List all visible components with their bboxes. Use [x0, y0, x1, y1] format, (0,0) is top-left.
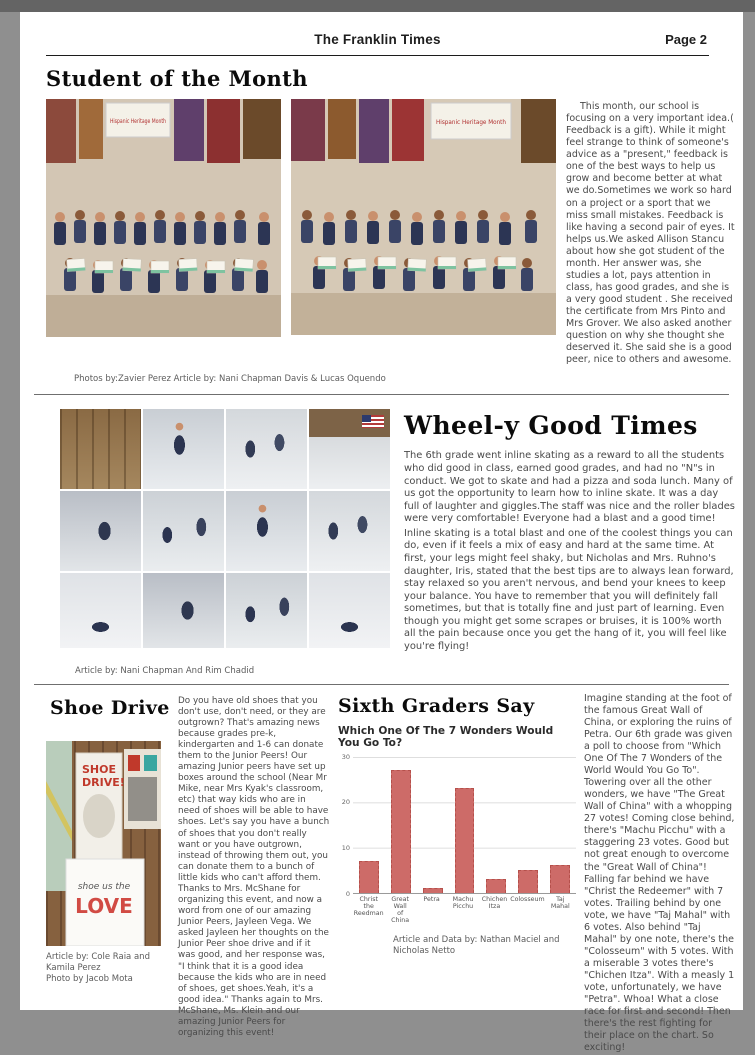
bar-taj-mahal	[550, 865, 570, 892]
shoe-drive-body: Do you have old shoes that you don't use, don't need, or they are outgrown? That's amazing news because grades pre-k, kindergarten and 1-6 can donate them to the Junior Peers! Our amazing Junior peers have set up boxes around the school (Near Mr Mike, near Mrs Kyak's classroom, etc) that way kids who are in need of shoes will be able to have shoes. Let's say you have a bunch of shoes that you don't really want or you have outgrown, instead of throwing them out, you can donate them to a bunch of little kids who can't afford them. Thanks to Mrs. McShane for organizing this event, and now a word from one of our amazing Junior Peers, Jayleen Vega. We asked Jayleen her thoughts on the Junior Peer shoe drive and if it was good, and her response was, "I think that it is a good idea because the kids who are in need of shoes, get shoes.Yeah, it's a good idea." Thanks again to Mrs. McShane, Ms. Klein and our amazing Junior Peers for organizing this event!	[178, 695, 330, 1038]
xlabel-taj-mahal: Taj Mahal	[550, 895, 570, 910]
wheely-section	[60, 409, 735, 655]
ytick-0: 0	[345, 889, 350, 898]
xlabel-machu-picchu: Machu Picchu	[452, 895, 474, 910]
poll-article-body: Imagine standing at the foot of the famous Great Wall of China, or exploring the ruins of Petra. Our 6th grade was given a poll to choose from "Which One Of The 7 Wonders of the World Would You Go To". Towering over all the other wonders, we have "The Great Wall of China" with a whopping 27 votes! Coming close behind, there's "Machu Picchu" with a staggering 23 votes. Good but not great enough to overcome the "Great Wall of China"! Falling far behind we have "Christ the Redeemer" with 7 votes. Trailing behind by one vote, we have "Taj Mahal" with 6 votes. Also behind "Taj Mahal" by one note, there's the "Colosseum" with 5 votes. With a miserable 3 votes there's "Chichen Itza". With a measly 1 vote, unfortunately, we have "Petra". Whoa! What a close race for first and second! Then there's the rest fighting for their place on the chart. So exciting!	[584, 692, 735, 1054]
collage-tile-rink-wall	[309, 409, 390, 489]
collage-tile-skater	[226, 491, 307, 571]
newspaper-page	[20, 12, 743, 1054]
shoe-drive-caption-line1: Article by: Cole Raia and Kamila Perez	[46, 951, 150, 973]
heritage-banner-text: Hispanic Heritage Month	[110, 118, 167, 125]
collage-tile-skater	[143, 409, 224, 489]
bar-petra	[423, 888, 443, 893]
xlabel-great-wall-of-china: Great Wall of China	[391, 895, 410, 925]
shoe-drive-poster-line2: DRIVE!	[82, 775, 125, 789]
classroom-photo-1	[46, 99, 281, 337]
page-header	[46, 12, 709, 56]
xlabel-chichen-itza: Chichen Itza	[481, 895, 508, 910]
bar-column	[449, 757, 481, 893]
xlabel-petra: Petra	[423, 895, 440, 903]
sixth-graders-caption: Article and Data by: Nathan Maciel and Nicholas Netto	[393, 934, 560, 956]
ytick-30: 30	[341, 752, 350, 761]
collage-tile-skaters	[226, 409, 307, 489]
wheely-caption: Article by: Nani Chapman And Rim Chadid	[75, 665, 255, 676]
us-flag-icon	[362, 415, 384, 428]
bar-column	[544, 757, 576, 893]
wheely-paragraph-2: Inline skating is a total blast and one of the coolest things you can do, even if it feels a mix of easy and hard at the same time. At first, your legs might feel shaky, but Nicholas and Mrs. Ruhno's daughter, Iris, stated that the best tips are to always lean forward, stay relaxed so you aren't nervous, and bend your knees to keep your balance. You have to remember that you will definitely fall sometimes, but that is totally fine and just part of learning. Even though you might get some scrapes or bruises, it is 100% worth all the pain because once you get the hang of it, you will feel like you're flying!	[404, 527, 734, 653]
section-divider-1	[34, 394, 729, 395]
xlabel-colosseum: Colosseum	[510, 895, 545, 903]
wheely-title: Wheel-y Good Times	[404, 411, 698, 441]
wheely-article	[404, 409, 735, 655]
collage-tile-skater	[60, 491, 141, 571]
bar-column	[353, 757, 385, 893]
newspaper-title: The Franklin Times	[314, 32, 441, 47]
bar-column	[417, 757, 449, 893]
bar-column	[480, 757, 512, 893]
sixth-graders-section	[338, 693, 576, 1055]
collage-tile-fallen-skater	[309, 573, 390, 648]
shoe-drive-title: Shoe Drive	[50, 696, 170, 719]
chart-plot	[353, 757, 576, 894]
collage-tile-skaters	[226, 573, 307, 648]
student-of-month-title: Student of the Month	[46, 66, 308, 91]
classroom-photo-2	[291, 99, 556, 335]
ytick-20: 20	[341, 798, 350, 807]
screen-top-bar	[0, 0, 755, 12]
shoe-sign-top-text: shoe us the	[77, 881, 131, 892]
bar-christ-the-reedman	[359, 861, 379, 893]
collage-tile-ceiling	[60, 409, 141, 489]
skating-collage-photo	[60, 409, 390, 644]
chart-title: Which One Of The 7 Wonders Would You Go To?	[338, 724, 554, 749]
poll-article	[584, 693, 735, 1055]
collage-tile-skaters	[143, 491, 224, 571]
xlabel-christ-the-reedman: Christ the Reedman	[353, 895, 384, 918]
student-of-month-body: This month, our school is focusing on a very important idea.( Feedback is a gift). While it might feel strange to think of someone's advice as a "present," feedback is one of the best ways to help us grow and become better at what we do.Sometimes we work so hard on a project or a sport that we miss small mistakes. Feedback is like having a second pair of eyes. It helps us.We asked Allison Stancu about how she got student of the month. Her answer was, she studies a lot, pays attention in class, has good grades, and she is a very good student . She received the certificate from Mrs Pinto and Mrs Grover. We also asked another question on why she thought she deserved it. She said she is a good peer, nice to others and awesome.	[566, 101, 735, 366]
poll-chart	[338, 725, 576, 925]
bar-column	[385, 757, 417, 893]
section-divider-2	[34, 684, 729, 685]
collage-tile-skater	[143, 573, 224, 648]
bar-colosseum	[518, 870, 538, 893]
student-of-month-article	[566, 99, 735, 366]
shoe-drive-poster-line1: SHOE	[82, 762, 116, 776]
shoe-drive-caption-line2: Photo by Jacob Mota	[46, 973, 133, 984]
bar-machu-picchu	[455, 788, 475, 892]
student-of-month-section	[46, 99, 735, 366]
shoe-sign-bottom-text: LOVE	[75, 893, 133, 918]
bar-chichen-itza	[486, 879, 506, 893]
shoe-drive-caption	[46, 952, 168, 985]
wheely-paragraph-1: The 6th grade went inline skating as a reward to all the students who did good in class, earned good grades, and had no "N"s in conduct. We got to skate and had a pizza and soda lunch. Many of us got the opportunity to learn how to inline skate. It was a day full of laughter and giggles.The staff was nice and the roller blades were very comfortable! Everyone had a blast and a good time!	[404, 450, 735, 525]
collage-tile-skaters	[309, 491, 390, 571]
shoe-drive-article	[178, 693, 330, 1055]
shoe-drive-section	[46, 693, 330, 1055]
sixth-graders-title: Sixth Graders Say	[338, 694, 535, 717]
bar-column	[512, 757, 544, 893]
collage-tile-fallen-skater	[60, 573, 141, 648]
bottom-section	[46, 693, 735, 1055]
ytick-10: 10	[341, 843, 350, 852]
page-number: Page 2	[665, 32, 707, 47]
shoe-drive-photo	[46, 741, 161, 946]
bar-great-wall-of-china	[391, 770, 411, 892]
chart-yticks	[338, 752, 353, 898]
student-of-month-caption: Photos by:Zavier Perez Article by: Nani Chapman Davis & Lucas Oquendo	[74, 374, 386, 385]
chart-xlabels	[353, 894, 576, 925]
heritage-banner-text: Hispanic Heritage Month	[436, 118, 506, 126]
